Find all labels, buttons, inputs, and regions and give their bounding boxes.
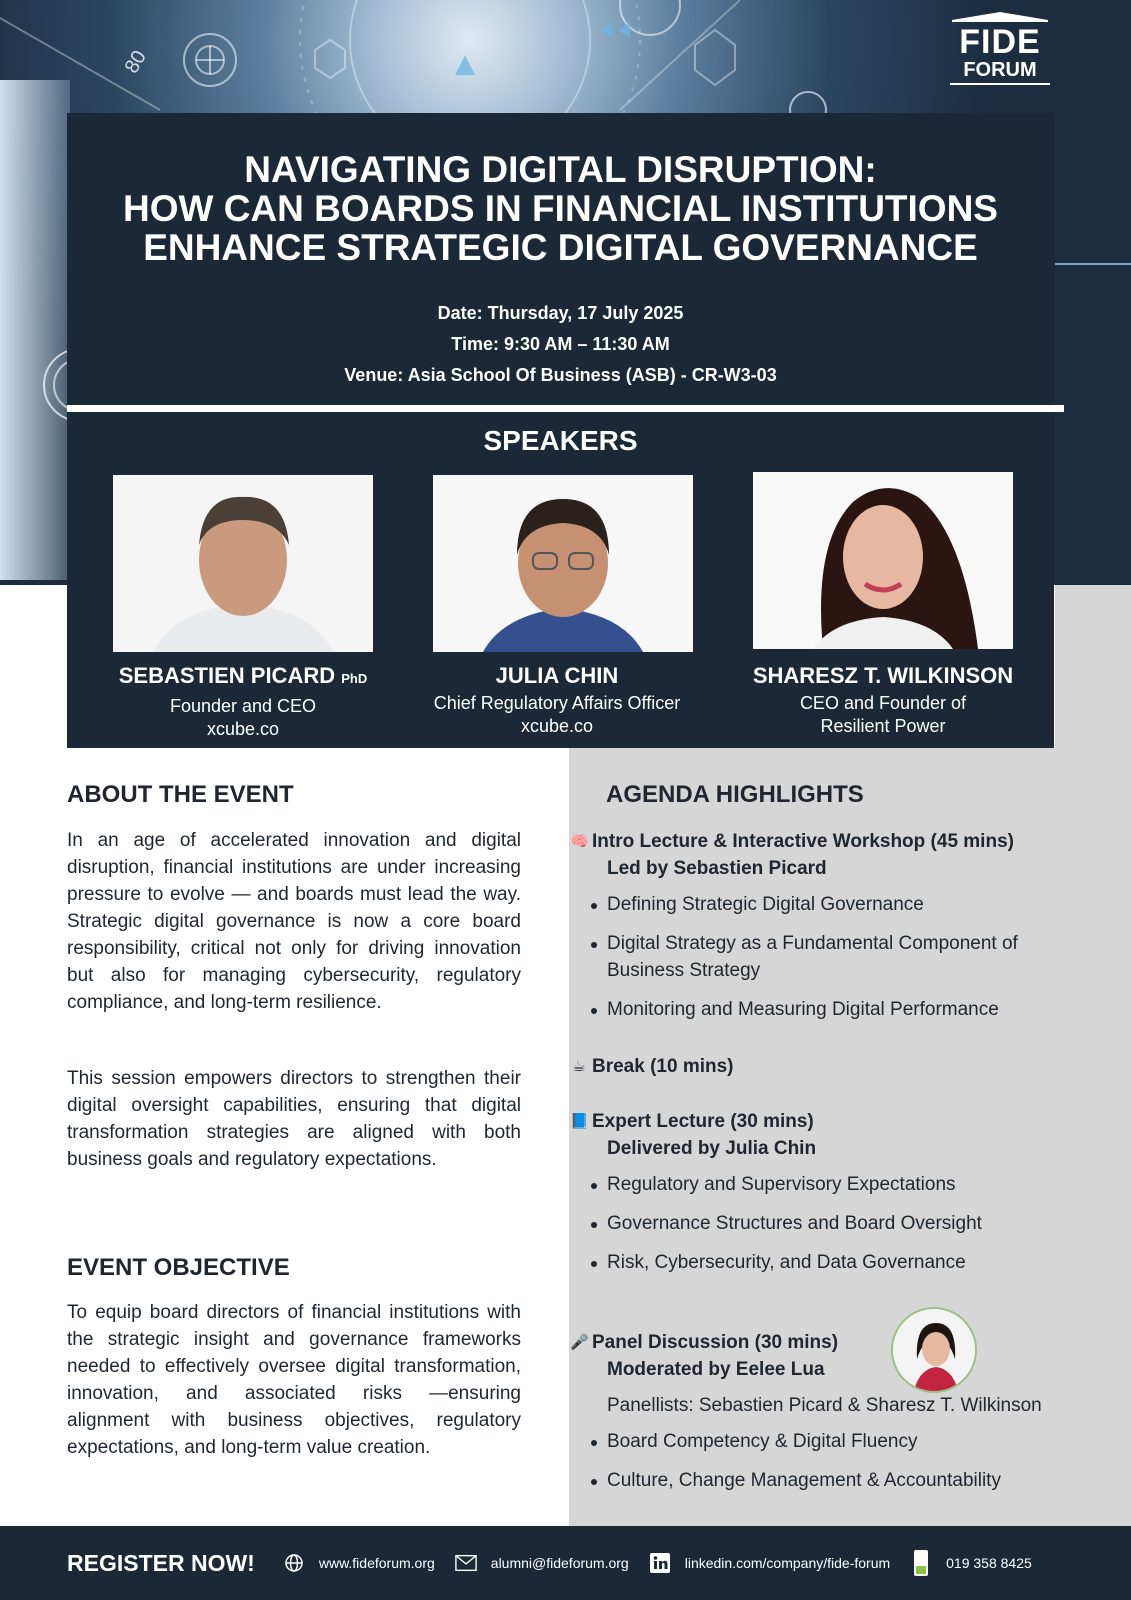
phone-number[interactable]: 019 358 8425 <box>946 1555 1032 1571</box>
agenda-session-title <box>570 1053 1100 1080</box>
mail-icon <box>455 1552 477 1574</box>
linkedin-link[interactable]: linkedin.com/company/fide-forum <box>684 1555 891 1571</box>
agenda-bullet: Monitoring and Measuring Digital Performance <box>607 996 1100 1023</box>
agenda-session-lecture <box>570 1108 1100 1288</box>
speaker-card-sharesz <box>733 662 1033 738</box>
agenda-session-break <box>570 1053 1100 1080</box>
agenda-bullet: Defining Strategic Digital Governance <box>607 891 1100 918</box>
agenda-bullet: Risk, Cybersecurity, and Data Governance <box>607 1249 1100 1276</box>
agenda-heading: AGENDA HIGHLIGHTS <box>606 781 864 808</box>
speaker-org: xcube.co <box>206 719 280 739</box>
website-link[interactable]: www.fideforum.org <box>318 1555 435 1571</box>
agenda-session-workshop <box>570 828 1100 1035</box>
speaker-card-sebastien <box>93 662 393 741</box>
speaker-photo-julia <box>433 475 693 652</box>
brain-icon: 🧠 <box>570 833 589 850</box>
objective-paragraph: To equip board directors of financial institutions with the strategic insight and governance frameworks needed to effectively oversee digital transformation, innovation, and associated risks —ensuring alignment with business objectives, regulatory expectations, and long-term value creation. <box>67 1302 521 1458</box>
speaker-role: CEO and Founder of <box>799 693 967 713</box>
event-title-line-2: HOW CAN BOARDS IN FINANCIAL INSTITUTIONS <box>123 188 998 229</box>
footer-bar <box>0 1526 1131 1600</box>
event-details <box>67 298 1054 391</box>
header-divider <box>67 405 1064 412</box>
agenda-panellists: Panellists: Sebastien Picard & Sharesz T. Wilkinson <box>607 1395 1042 1416</box>
speaker-org: xcube.co <box>520 716 594 736</box>
globe-icon <box>283 1552 305 1574</box>
about-paragraph-2: This session empowers directors to strengthen their digital oversight capabilities, ensuring that digital transformation strategies are aligned with both business goals and regulatory expectations. <box>67 1068 521 1170</box>
speaker-suffix: PhD <box>341 671 368 686</box>
event-title <box>67 150 1054 267</box>
agenda-bullets <box>570 1171 1100 1276</box>
agenda-bullet: Governance Structures and Board Oversight <box>607 1210 1100 1237</box>
logo-text-forum: FORUM <box>950 59 1050 85</box>
event-title-line-1: NAVIGATING DIGITAL DISRUPTION: <box>244 149 877 190</box>
register-now-button[interactable]: REGISTER NOW! <box>67 1549 255 1576</box>
agenda-bullets <box>570 891 1100 1023</box>
agenda-title-text: Intro Lecture & Interactive Workshop (45 mins) <box>592 831 1014 852</box>
speaker-role: Chief Regulatory Affairs Officer <box>433 693 681 713</box>
coffee-icon: ☕ <box>572 1058 586 1075</box>
speaker-photo-sharesz <box>753 472 1013 649</box>
agenda-bullets <box>570 1428 1100 1494</box>
logo-text-fide: FIDE <box>959 23 1041 61</box>
agenda-session-lead: Moderated by Eelee Lua <box>607 1359 825 1380</box>
event-venue: Venue: Asia School Of Business (ASB) - CR-W3-03 <box>344 365 777 385</box>
agenda-title-text: Break (10 mins) <box>592 1056 734 1077</box>
right-gray-strip <box>1055 585 1131 748</box>
speaker-role: Founder and CEO <box>169 696 317 716</box>
agenda-session-title <box>570 828 1100 855</box>
agenda-bullet: Digital Strategy as a Fundamental Component of Business Strategy <box>607 930 1100 984</box>
agenda-title-text: Panel Discussion (30 mins) <box>592 1332 839 1353</box>
event-title-line-3: ENHANCE STRATEGIC DIGITAL GOVERNANCE <box>143 227 978 268</box>
event-time: Time: 9:30 AM – 11:30 AM <box>451 334 670 354</box>
email-link[interactable]: alumni@fideforum.org <box>490 1555 629 1571</box>
speaker-org: Resilient Power <box>820 716 946 736</box>
phone-icon <box>910 1552 932 1574</box>
speaker-card-julia <box>407 662 707 738</box>
agenda-bullet: Regulatory and Supervisory Expectations <box>607 1171 1100 1198</box>
agenda-title-text: Expert Lecture (30 mins) <box>592 1111 814 1132</box>
agenda-bullet: Board Competency & Digital Fluency <box>607 1428 1100 1455</box>
speaker-name <box>93 662 393 693</box>
fide-forum-logo <box>950 10 1050 85</box>
moderator-avatar <box>891 1307 977 1393</box>
microphone-icon: 🎤 <box>570 1334 589 1351</box>
agenda-session-title <box>570 1108 1100 1135</box>
linkedin-icon <box>649 1552 671 1574</box>
agenda-bullet: Culture, Change Management & Accountability <box>607 1467 1100 1494</box>
agenda-session-panel <box>570 1329 1100 1506</box>
objective-heading: EVENT OBJECTIVE <box>67 1254 290 1281</box>
agenda-session-lead: Led by Sebastien Picard <box>607 858 827 879</box>
agenda-session-lead: Delivered by Julia Chin <box>607 1138 817 1159</box>
event-date: Date: Thursday, 17 July 2025 <box>437 303 684 323</box>
agenda-session-title <box>570 1329 1100 1356</box>
book-icon: 📘 <box>570 1113 589 1130</box>
speaker-name: SHARESZ T. WILKINSON <box>752 663 1014 688</box>
speaker-photo-sebastien <box>113 475 373 652</box>
speaker-name-text: SEBASTIEN PICARD <box>118 663 336 688</box>
speakers-heading: SPEAKERS <box>483 425 638 456</box>
speaker-name: JULIA CHIN <box>495 663 619 688</box>
svg-text:80: 80 <box>120 46 151 78</box>
about-paragraph-1: In an age of accelerated innovation and digital disruption, financial institutions are under increasing pressure to evolve — and boards must lead the way. Strategic digital governance is now a core board responsibility, critical not only for driving innovation but also for managing cybersecurity, regulatory compliance, and long-term resilience. <box>67 830 521 1013</box>
about-heading: ABOUT THE EVENT <box>67 781 294 808</box>
logo-roof <box>952 10 1048 20</box>
logo-roofline <box>952 20 1048 22</box>
